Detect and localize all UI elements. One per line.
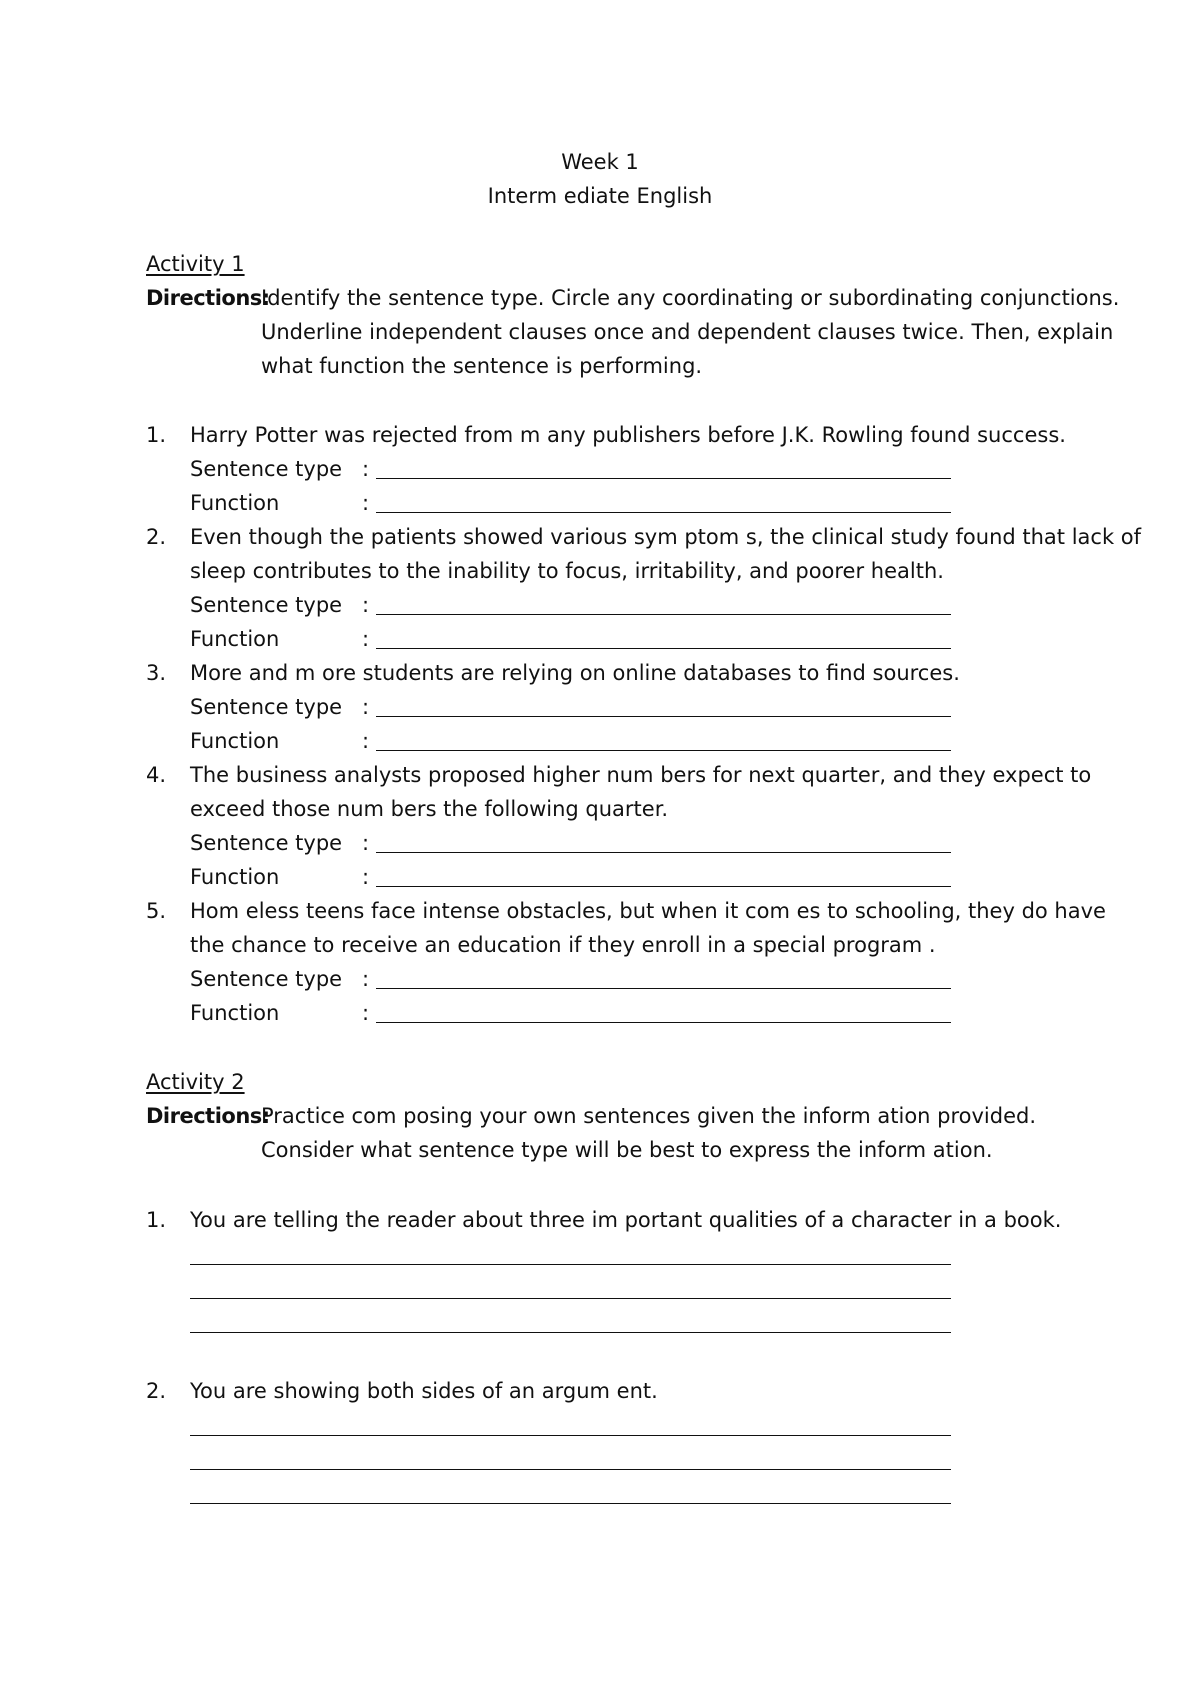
answer-line[interactable] <box>190 1298 951 1299</box>
answer-line[interactable] <box>190 1332 951 1333</box>
item-number: 4. <box>146 763 167 787</box>
sentence-type-answer-blank[interactable] <box>376 614 951 615</box>
sentence-type-label: Sentence type <box>190 967 343 991</box>
function-answer-blank[interactable] <box>376 750 951 751</box>
activity-2-directions-line: Practice com posing your own sentences given the inform ation provided. <box>261 1104 1037 1128</box>
function-answer-blank[interactable] <box>376 886 951 887</box>
sentence-type-label: Sentence type <box>190 457 343 481</box>
function-answer-blank[interactable] <box>376 648 951 649</box>
course-title: Interm ediate English <box>487 184 713 208</box>
sentence-type-label: Sentence type <box>190 695 343 719</box>
function-label: Function <box>190 1001 280 1025</box>
sentence-type-answer-blank[interactable] <box>376 852 951 853</box>
colon: : <box>362 1001 370 1025</box>
sentence-type-answer-blank[interactable] <box>376 716 951 717</box>
activity-1-title: Activity 1 <box>146 252 245 276</box>
activity-2-title: Activity 2 <box>146 1070 245 1094</box>
item-number: 1. <box>146 423 167 447</box>
answer-line[interactable] <box>190 1503 951 1504</box>
function-label: Function <box>190 627 280 651</box>
item-number: 2. <box>146 1379 167 1403</box>
colon: : <box>362 865 370 889</box>
sentence-type-answer-blank[interactable] <box>376 988 951 989</box>
item-sentence: sleep contributes to the inability to focus, irritability, and poorer health. <box>190 559 944 583</box>
colon: : <box>362 729 370 753</box>
colon: : <box>362 695 370 719</box>
activity-2-directions-label: Directions: <box>146 1104 270 1128</box>
item-sentence: Harry Potter was rejected from m any publishers before J.K. Rowling found success. <box>190 423 1066 447</box>
function-label: Function <box>190 491 280 515</box>
item-number: 2. <box>146 525 167 549</box>
answer-line[interactable] <box>190 1435 951 1436</box>
function-label: Function <box>190 729 280 753</box>
item-sentence: Even though the patients showed various sym ptom s, the clinical study found that lack of <box>190 525 1142 549</box>
activity-1-directions-line: Underline independent clauses once and dependent clauses twice. Then, explain <box>261 320 1114 344</box>
colon: : <box>362 491 370 515</box>
colon: : <box>362 967 370 991</box>
function-answer-blank[interactable] <box>376 1022 951 1023</box>
colon: : <box>362 627 370 651</box>
answer-line[interactable] <box>190 1264 951 1265</box>
item-sentence: The business analysts proposed higher num bers for next quarter, and they expect to <box>190 763 1092 787</box>
item-prompt: You are showing both sides of an argum ent. <box>190 1379 658 1403</box>
colon: : <box>362 457 370 481</box>
activity-1-directions-line: what function the sentence is performing. <box>261 354 703 378</box>
activity-2-directions-line: Consider what sentence type will be best to express the inform ation. <box>261 1138 993 1162</box>
activity-1-directions-label: Directions: <box>146 286 270 310</box>
item-sentence: exceed those num bers the following quarter. <box>190 797 669 821</box>
colon: : <box>362 831 370 855</box>
colon: : <box>362 593 370 617</box>
item-number: 3. <box>146 661 167 685</box>
function-answer-blank[interactable] <box>376 512 951 513</box>
item-number: 5. <box>146 899 167 923</box>
item-sentence: the chance to receive an education if they enroll in a special program . <box>190 933 936 957</box>
sentence-type-label: Sentence type <box>190 831 343 855</box>
week-heading: Week 1 <box>561 150 639 174</box>
activity-1-directions-line: Identify the sentence type. Circle any coordinating or subordinating conjunctions. <box>261 286 1120 310</box>
sentence-type-answer-blank[interactable] <box>376 478 951 479</box>
sentence-type-label: Sentence type <box>190 593 343 617</box>
item-number: 1. <box>146 1208 167 1232</box>
answer-line[interactable] <box>190 1469 951 1470</box>
item-sentence: Hom eless teens face intense obstacles, but when it com es to schooling, they do have <box>190 899 1106 923</box>
item-prompt: You are telling the reader about three im portant qualities of a character in a book. <box>190 1208 1062 1232</box>
item-sentence: More and m ore students are relying on online databases to find sources. <box>190 661 960 685</box>
function-label: Function <box>190 865 280 889</box>
